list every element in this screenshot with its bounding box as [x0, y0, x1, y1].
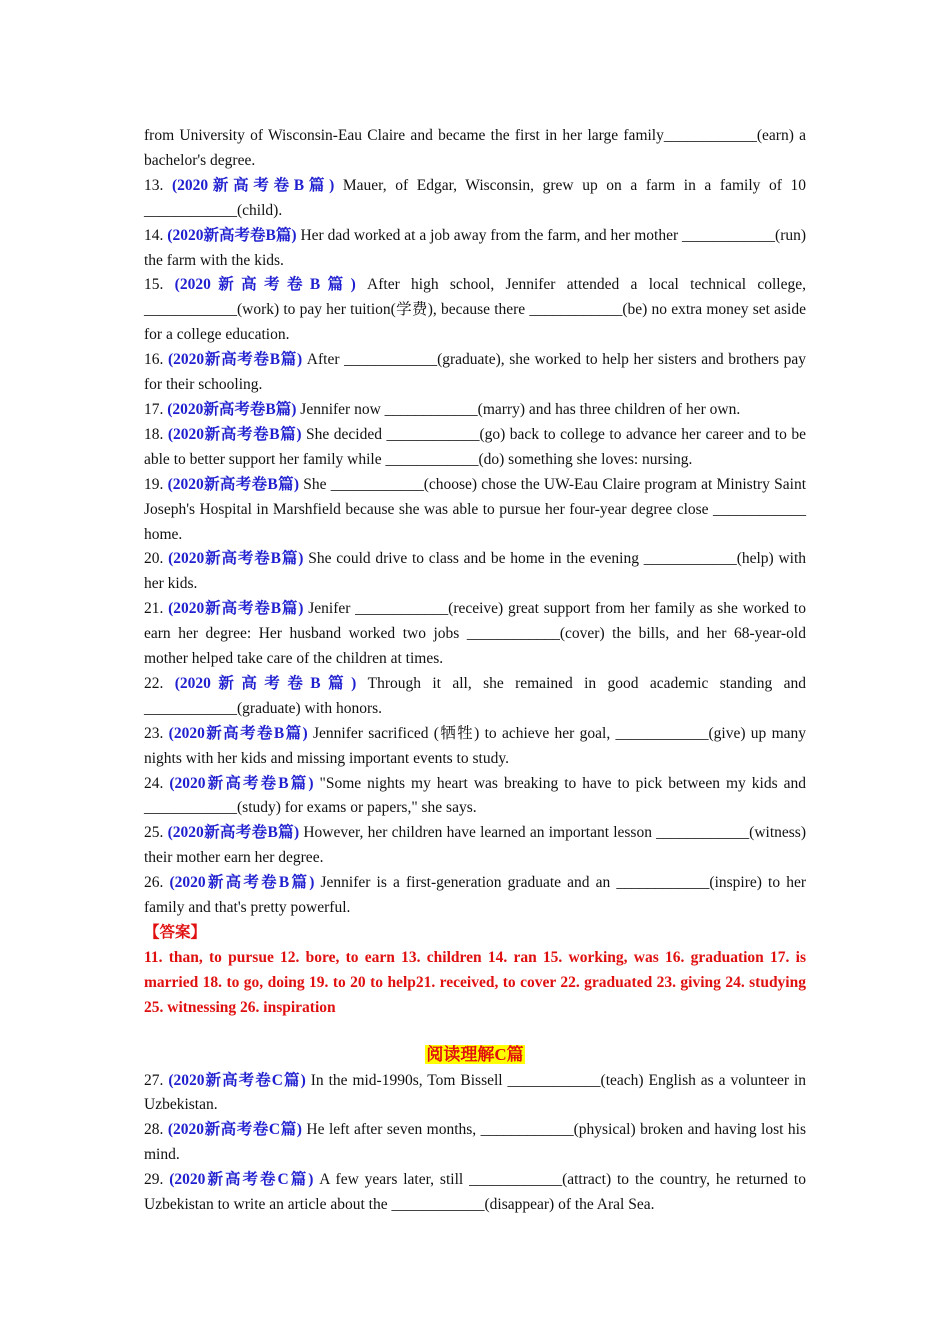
question-item-19: 19. (2020新高考卷B篇) She ____________(choose) chose the UW-Eau Claire program at Ministry Saint Joseph's Hospital in Marshfield because she was able to pursue her four-year degree close ____________ home. — [144, 475, 806, 543]
source-tag: (2020新高考卷B篇) — [168, 550, 304, 568]
section-title — [144, 1043, 806, 1069]
question-text: She ____________(choose) chose the UW-Eau Claire program at Ministry Saint Joseph's Hospital in Marshfield because she was able to pursue her four-year degree close ____________ home. — [144, 475, 806, 543]
question-text: However, her children have learned an important lesson ____________(witness) their mother earn her degree. — [144, 824, 807, 867]
question-item-26: 26. (2020新高考卷B篇) Jennifer is a first-generation graduate and an ____________(inspire) to her family and that's pretty powerful. — [144, 874, 807, 917]
question-text: Mauer, of Edgar, Wisconsin, grew up on a farm in a family of 10 ____________(child). — [144, 176, 806, 219]
source-tag: (2020新高考卷B篇) — [167, 425, 302, 443]
question-item-21: 21. (2020新高考卷B篇) Jenifer ____________(receive) great support from her family as she worked to earn her degree: Her husband worked two jobs ____________(cover) the bills, and her 68-year-old mother helped take care of the children at times. — [144, 600, 806, 668]
question-item-17: 17. (2020新高考卷B篇) Jennifer now ____________(marry) and has three children of her own. — [144, 400, 741, 418]
source-tag: (2020新高考卷B篇) — [169, 874, 315, 892]
source-tag: (2020新高考卷C篇) — [169, 1171, 314, 1189]
source-tag: (2020新高考卷C篇) — [167, 1121, 302, 1139]
source-tag: (2020新高考卷B篇) — [174, 276, 356, 294]
source-tag: (2020新高考卷C篇) — [168, 1071, 306, 1089]
question-text: She could drive to class and be home in the evening ____________(help) with her kids. — [144, 550, 807, 593]
question-text: She decided ____________(go) back to college to advance her career and to be able to better support her family while ____________(do) something she loves: nursing. — [144, 425, 806, 468]
source-tag: (2020新高考卷B篇) — [167, 400, 297, 418]
question-text: Her dad worked at a job away from the farm, and her mother ____________(run) the farm with the kids. — [144, 226, 807, 269]
question-text: "Some nights my heart was breaking to have to pick between my kids and ____________(study) for exams or papers," she says. — [144, 774, 806, 817]
question-item-14: 14. (2020新高考卷B篇) Her dad worked at a job away from the farm, and her mother ____________(run) the farm with the kids. — [144, 226, 807, 269]
section-title-text: 阅读理解C篇 — [426, 1044, 524, 1064]
question-item-22: 22. (2020新高考卷B篇) Through it all, she remained in good academic standing and ____________(graduate) with honors. — [144, 674, 807, 717]
source-tag: (2020新高考卷B篇) — [167, 475, 300, 493]
question-item-15: 15. (2020新高考卷B篇) After high school, Jennifer attended a local technical college, ____________(work) to pay her tuition(学费), because there ____________(be) no extra money set aside for a college education. — [144, 276, 806, 344]
question-item-20: 20. (2020新高考卷B篇) She could drive to class and be home in the evening ____________(help) with her kids. — [144, 550, 807, 593]
question-text: He left after seven months, ____________(physical) broken and having lost his mind. — [144, 1121, 806, 1164]
source-tag: (2020新高考卷B篇) — [168, 600, 304, 618]
document-page — [144, 124, 806, 1218]
question-item-23: 23. (2020新高考卷B篇) Jennifer sacrificed (牺牲) to achieve her goal, ____________(give) up many nights with her kids and missing important events to study. — [144, 724, 807, 767]
source-tag: (2020新高考卷B篇) — [171, 176, 335, 194]
question-item-13: 13. (2020新高考卷B篇) Mauer, of Edgar, Wisconsin, grew up on a farm in a family of 10 ____________(child). — [144, 176, 806, 219]
question-item-24: 24. (2020新高考卷B篇) "Some nights my heart was breaking to have to pick between my kids and ____________(study) for exams or papers," she says. — [144, 774, 806, 817]
source-tag: (2020新高考卷B篇) — [167, 351, 303, 369]
question-text: After ____________(graduate), she worked to help her sisters and brothers pay for their schooling. — [144, 351, 807, 394]
question-text: Through it all, she remained in good academic standing and ____________(graduate) with honors. — [144, 674, 807, 717]
question-item-29: 29. (2020新高考卷C篇) A few years later, still ____________(attract) to the country, he returned to Uzbekistan to write an article about the ____________(disappear) of the Aral Sea. — [144, 1171, 806, 1214]
source-tag: (2020新高考卷B篇) — [167, 824, 300, 842]
source-tag: (2020新高考卷B篇) — [174, 674, 357, 692]
source-tag: (2020新高考卷B篇) — [169, 774, 314, 792]
question-text: A few years later, still ____________(attract) to the country, he returned to Uzbekistan to write an article about the ____________(disappear) of the Aral Sea. — [144, 1171, 806, 1214]
question-text: Jennifer sacrificed (牺牲) to achieve her goal, ____________(give) up many nights with her kids and missing important events to study. — [144, 724, 807, 767]
question-text: Jennifer now ____________(marry) and has three children of her own. — [296, 400, 741, 418]
question-item-12 — [144, 124, 806, 174]
source-tag: (2020新高考卷B篇) — [168, 724, 308, 742]
answer-text: 11. than, to pursue 12. bore, to earn 13. children 14. ran 15. working, was 16. graduation 17. is married 18. to go, doing 19. to 20 to help21. received, to cover 22. graduated 23. giving 24. studying 25. witnessing 26. inspiration — [144, 948, 806, 1016]
question-text: Jenifer ____________(receive) great support from her family as she worked to earn her degree: Her husband worked two jobs ____________(cover) the bills, and her 68-year-old mother helped take care of the children at times. — [144, 600, 806, 668]
question-item-25: 25. (2020新高考卷B篇) However, her children have learned an important lesson ____________(witness) their mother earn her degree. — [144, 824, 807, 867]
question-item-28: 28. (2020新高考卷C篇) He left after seven months, ____________(physical) broken and having lost his mind. — [144, 1121, 806, 1164]
question-text: After high school, Jennifer attended a local technical college, ____________(work) to pay her tuition(学费), because there ____________(be) no extra money set aside for a college education. — [144, 276, 806, 344]
question-item-16: 16. (2020新高考卷B篇) After ____________(graduate), she worked to help her sisters and brothers pay for their schooling. — [144, 351, 807, 394]
source-tag: (2020新高考卷B篇) — [167, 226, 297, 244]
answer-heading: 【答案】 — [144, 924, 207, 941]
question-text: from University of Wisconsin-Eau Claire and became the first in her large family____________(earn) a bachelor's degree. — [144, 127, 806, 169]
question-text: In the mid-1990s, Tom Bissell ____________(teach) English as a volunteer in Uzbekistan. — [144, 1071, 806, 1114]
question-item-27: 27. (2020新高考卷C篇) In the mid-1990s, Tom Bissell ____________(teach) English as a volunteer in Uzbekistan. — [144, 1071, 806, 1114]
question-item-18: 18. (2020新高考卷B篇) She decided ____________(go) back to college to advance her career and to be able to better support her family while ____________(do) something she loves: nursing. — [144, 425, 806, 468]
question-text: Jennifer is a first-generation graduate and an ____________(inspire) to her family and that's pretty powerful. — [144, 874, 807, 917]
